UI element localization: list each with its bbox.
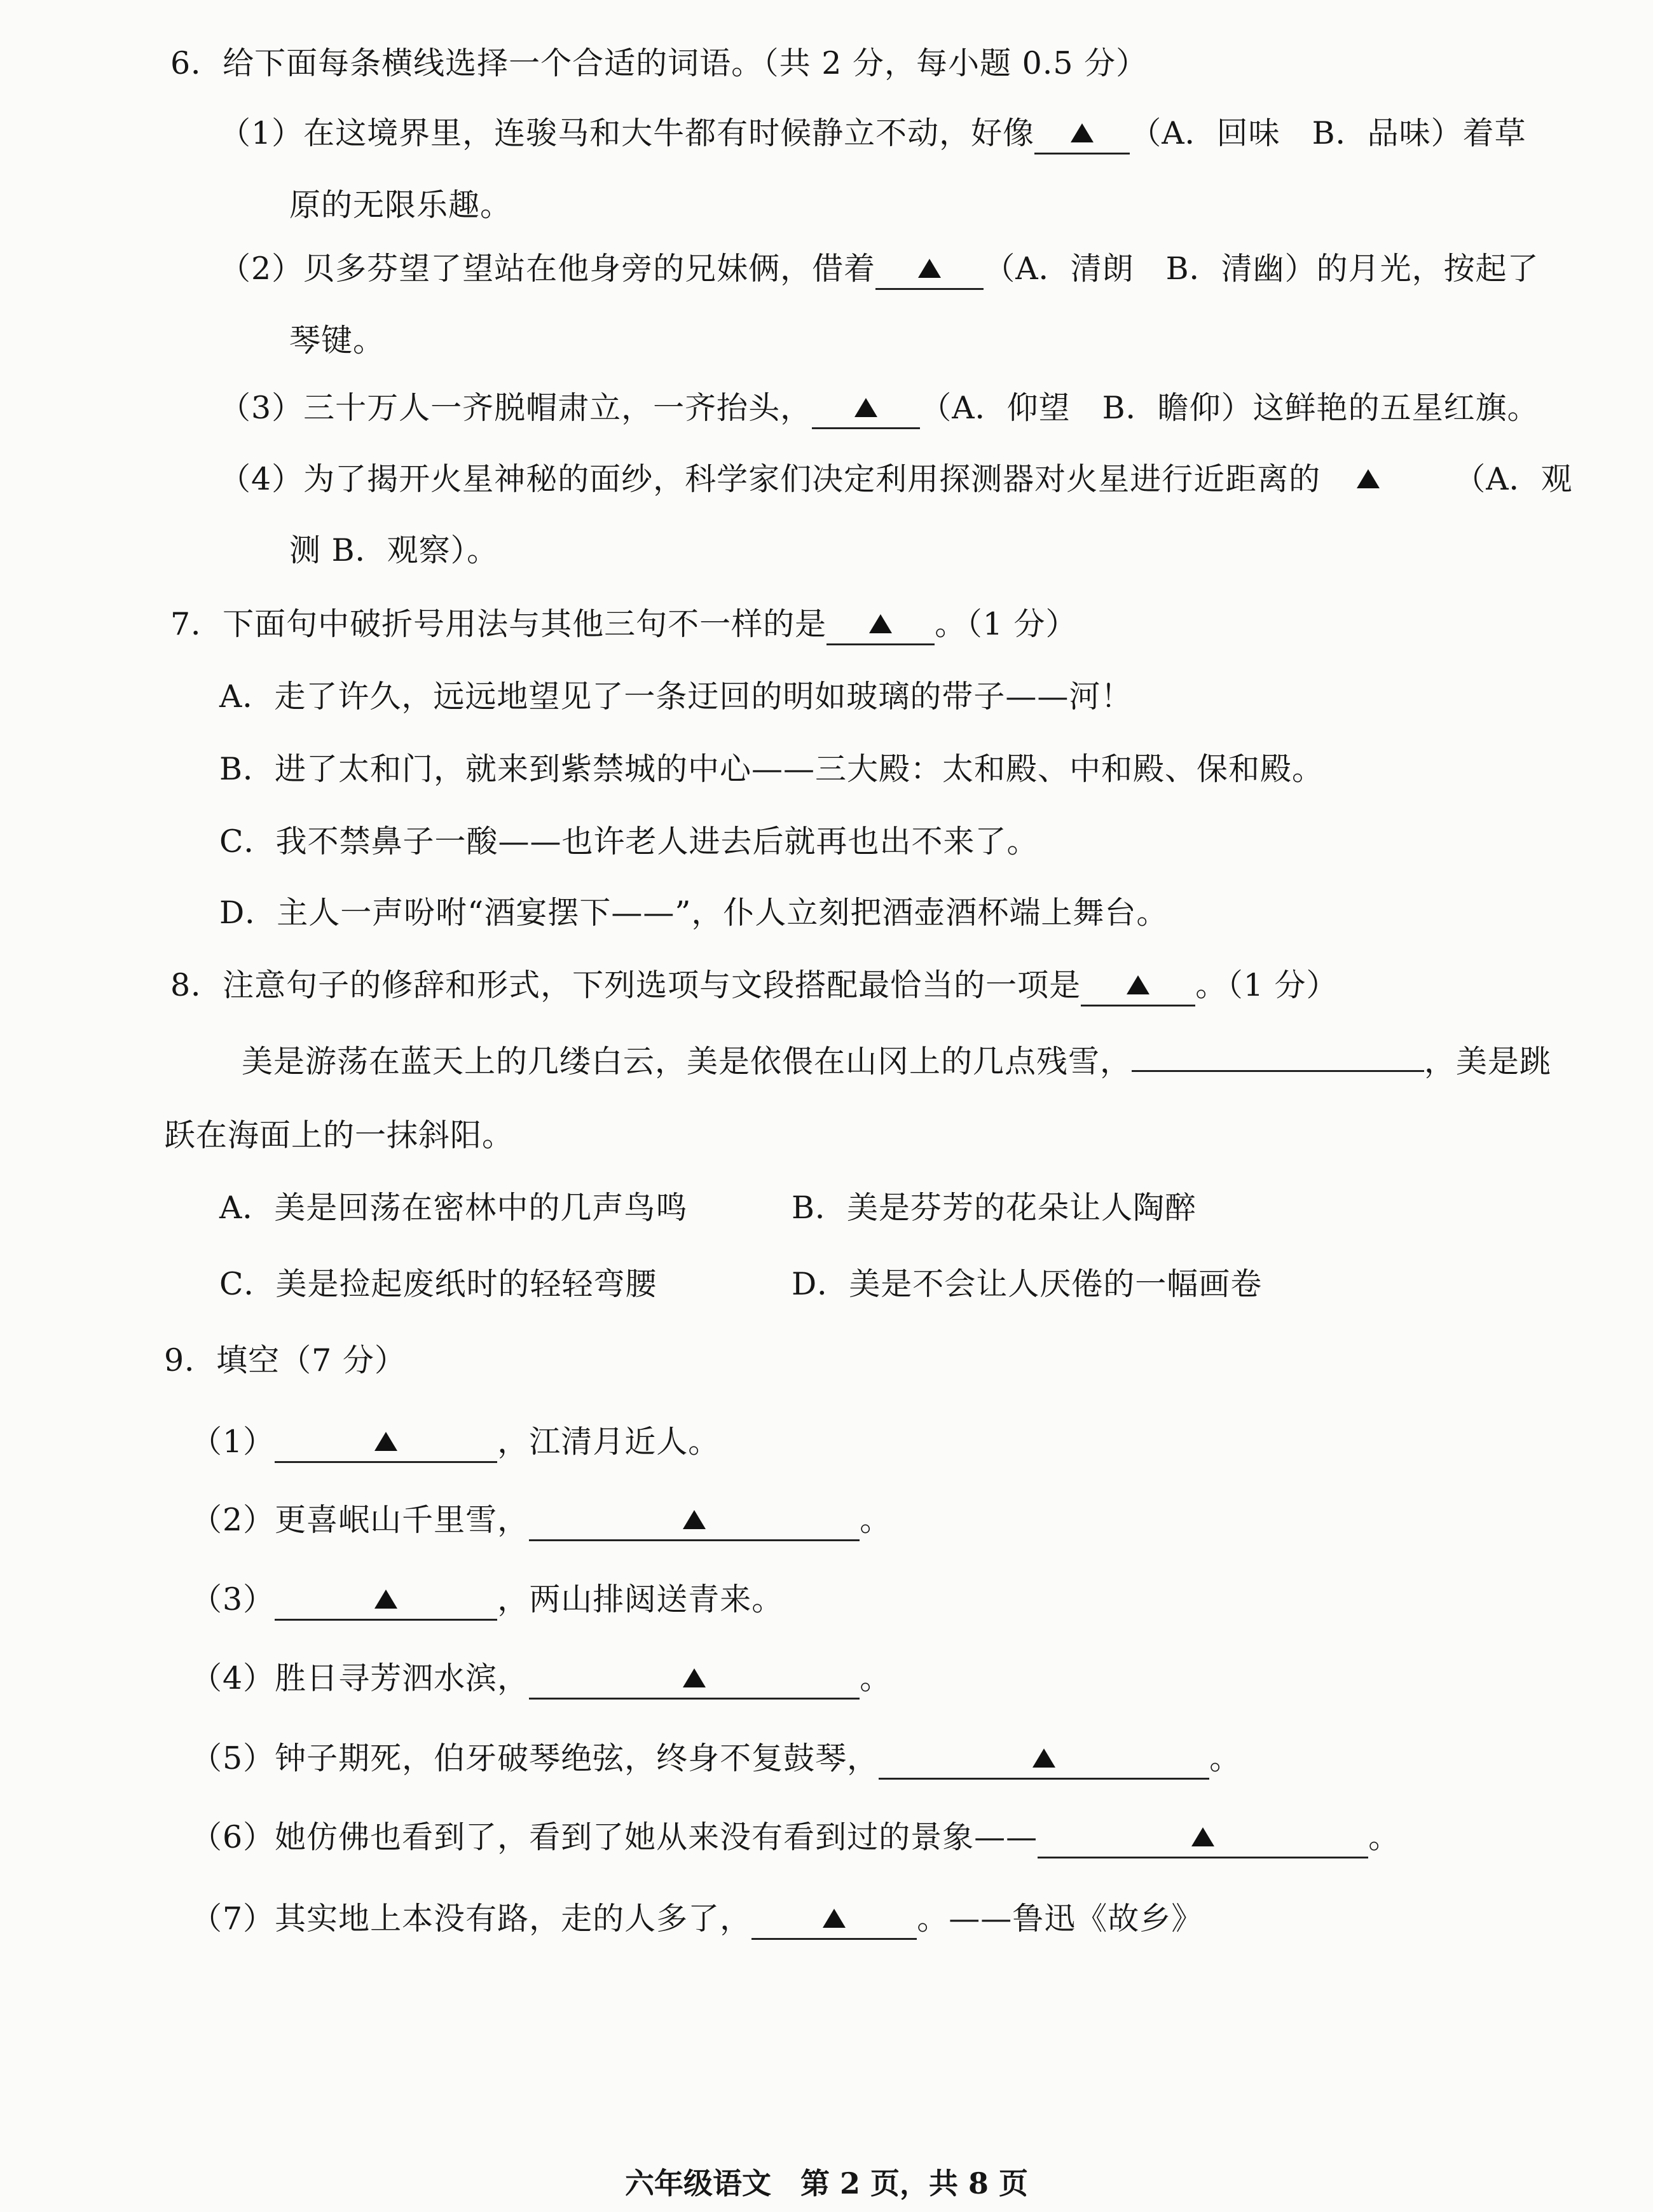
- answer-blank[interactable]: [826, 605, 935, 645]
- triangle-marker-icon: [854, 398, 877, 417]
- q7-option-d: D．主人一声吩咐“酒宴摆下——”，仆人立刻把酒壶酒杯端上舞台。: [219, 895, 1169, 931]
- q7-option-b: B．进了太和门，就来到紫禁城的中心——三大殿：太和殿、中和殿、保和殿。: [219, 751, 1324, 787]
- q7-option-a: A．走了许久，远远地望见了一条迂回的明如玻璃的带子——河！: [219, 678, 1133, 715]
- q8-option-a: A．美是回荡在密林中的几声鸟鸣: [219, 1190, 688, 1226]
- q9-fill-4: （4）胜日寻芳泗水滨， 。: [191, 1659, 891, 1700]
- triangle-marker-icon: [374, 1432, 397, 1451]
- triangle-marker-icon: [1357, 469, 1380, 488]
- answer-blank[interactable]: [875, 250, 984, 290]
- q6-item1: （1）在这境界里，连骏马和大牛都有时候静立不动，好像 （A．回味 B．品味）着草: [219, 114, 1526, 155]
- q6-item4: （4）为了揭开火星神秘的面纱，科学家们决定利用探测器对火星进行近距离的 （A．观: [219, 460, 1573, 500]
- q8-option-d: D．美是不会让人厌倦的一幅画卷: [792, 1266, 1263, 1302]
- answer-blank[interactable]: [1081, 966, 1195, 1006]
- triangle-marker-icon: [683, 1668, 706, 1687]
- triangle-marker-icon: [1191, 1827, 1214, 1846]
- q9-fill-5: （5）钟子期死，伯牙破琴绝弦，终身不复鼓琴， 。: [191, 1740, 1241, 1780]
- answer-blank[interactable]: [275, 1423, 497, 1463]
- triangle-marker-icon: [683, 1510, 706, 1529]
- q7-option-c: C．我不禁鼻子一酸——也许老人进去后就再也出不来了。: [219, 823, 1039, 860]
- triangle-marker-icon: [1071, 123, 1094, 142]
- triangle-marker-icon: [823, 1909, 846, 1928]
- answer-blank[interactable]: [529, 1501, 860, 1541]
- q8-title: 8．注意句子的修辞和形式，下列选项与文段搭配最恰当的一项是 。（1 分）: [170, 966, 1338, 1006]
- q8-passage: 美是游荡在蓝天上的几缕白云，美是依偎在山冈上的几点残雪， ，美是跳: [242, 1043, 1552, 1080]
- q9-title: 9．填空（7 分）: [164, 1342, 406, 1378]
- q9-fill-3: （3） ，两山排闼送青来。: [191, 1581, 783, 1621]
- q6-item4-cont: 测 B．观察）。: [289, 532, 499, 568]
- q6-item2-cont: 琴键。: [289, 322, 385, 359]
- q9-fill-1: （1） ，江清月近人。: [191, 1423, 720, 1463]
- answer-blank[interactable]: [1132, 1070, 1424, 1072]
- q6-item2: （2）贝多芬望了望站在他身旁的兄妹俩，借着 （A．清朗 B．清幽）的月光，按起了: [219, 250, 1539, 290]
- page-footer: 六年级语文 第 2 页，共 8 页: [624, 2166, 1029, 2201]
- answer-blank[interactable]: [275, 1581, 497, 1621]
- triangle-marker-icon: [1127, 975, 1149, 994]
- answer-blank[interactable]: [751, 1900, 917, 1940]
- answer-blank[interactable]: [879, 1740, 1209, 1780]
- q8-option-c: C．美是捡起废纸时的轻轻弯腰: [219, 1266, 657, 1302]
- q9-fill-2: （2）更喜岷山千里雪， 。: [191, 1501, 891, 1541]
- triangle-marker-icon: [1032, 1748, 1055, 1768]
- answer-blank[interactable]: [529, 1659, 860, 1700]
- q7-title: 7．下面句中破折号用法与其他三句不一样的是 。（1 分）: [170, 605, 1077, 645]
- answer-blank[interactable]: [1034, 114, 1130, 155]
- answer-blank[interactable]: [1038, 1818, 1368, 1858]
- answer-blank[interactable]: [812, 389, 920, 429]
- triangle-marker-icon: [374, 1590, 397, 1609]
- q6-item1-cont: 原的无限乐趣。: [289, 187, 512, 223]
- q9-fill-6: （6）她仿佛也看到了，看到了她从来没有看到过的景象—— 。: [191, 1818, 1400, 1858]
- answer-blank[interactable]: [1320, 460, 1416, 500]
- q6-title: 6．给下面每条横线选择一个合适的词语。（共 2 分，每小题 0.5 分）: [170, 45, 1148, 81]
- q6-item3: （3）三十万人一齐脱帽肃立，一齐抬头， （A．仰望 B．瞻仰）这鲜艳的五星红旗。: [219, 389, 1539, 429]
- q8-passage-cont: 跃在海面上的一抹斜阳。: [164, 1117, 514, 1153]
- q8-option-b: B．美是芬芳的花朵让人陶醉: [792, 1190, 1197, 1226]
- triangle-marker-icon: [918, 259, 941, 278]
- triangle-marker-icon: [869, 614, 892, 633]
- q9-fill-7: （7）其实地上本没有路，走的人多了， 。——鲁迅《故乡》: [191, 1900, 1203, 1940]
